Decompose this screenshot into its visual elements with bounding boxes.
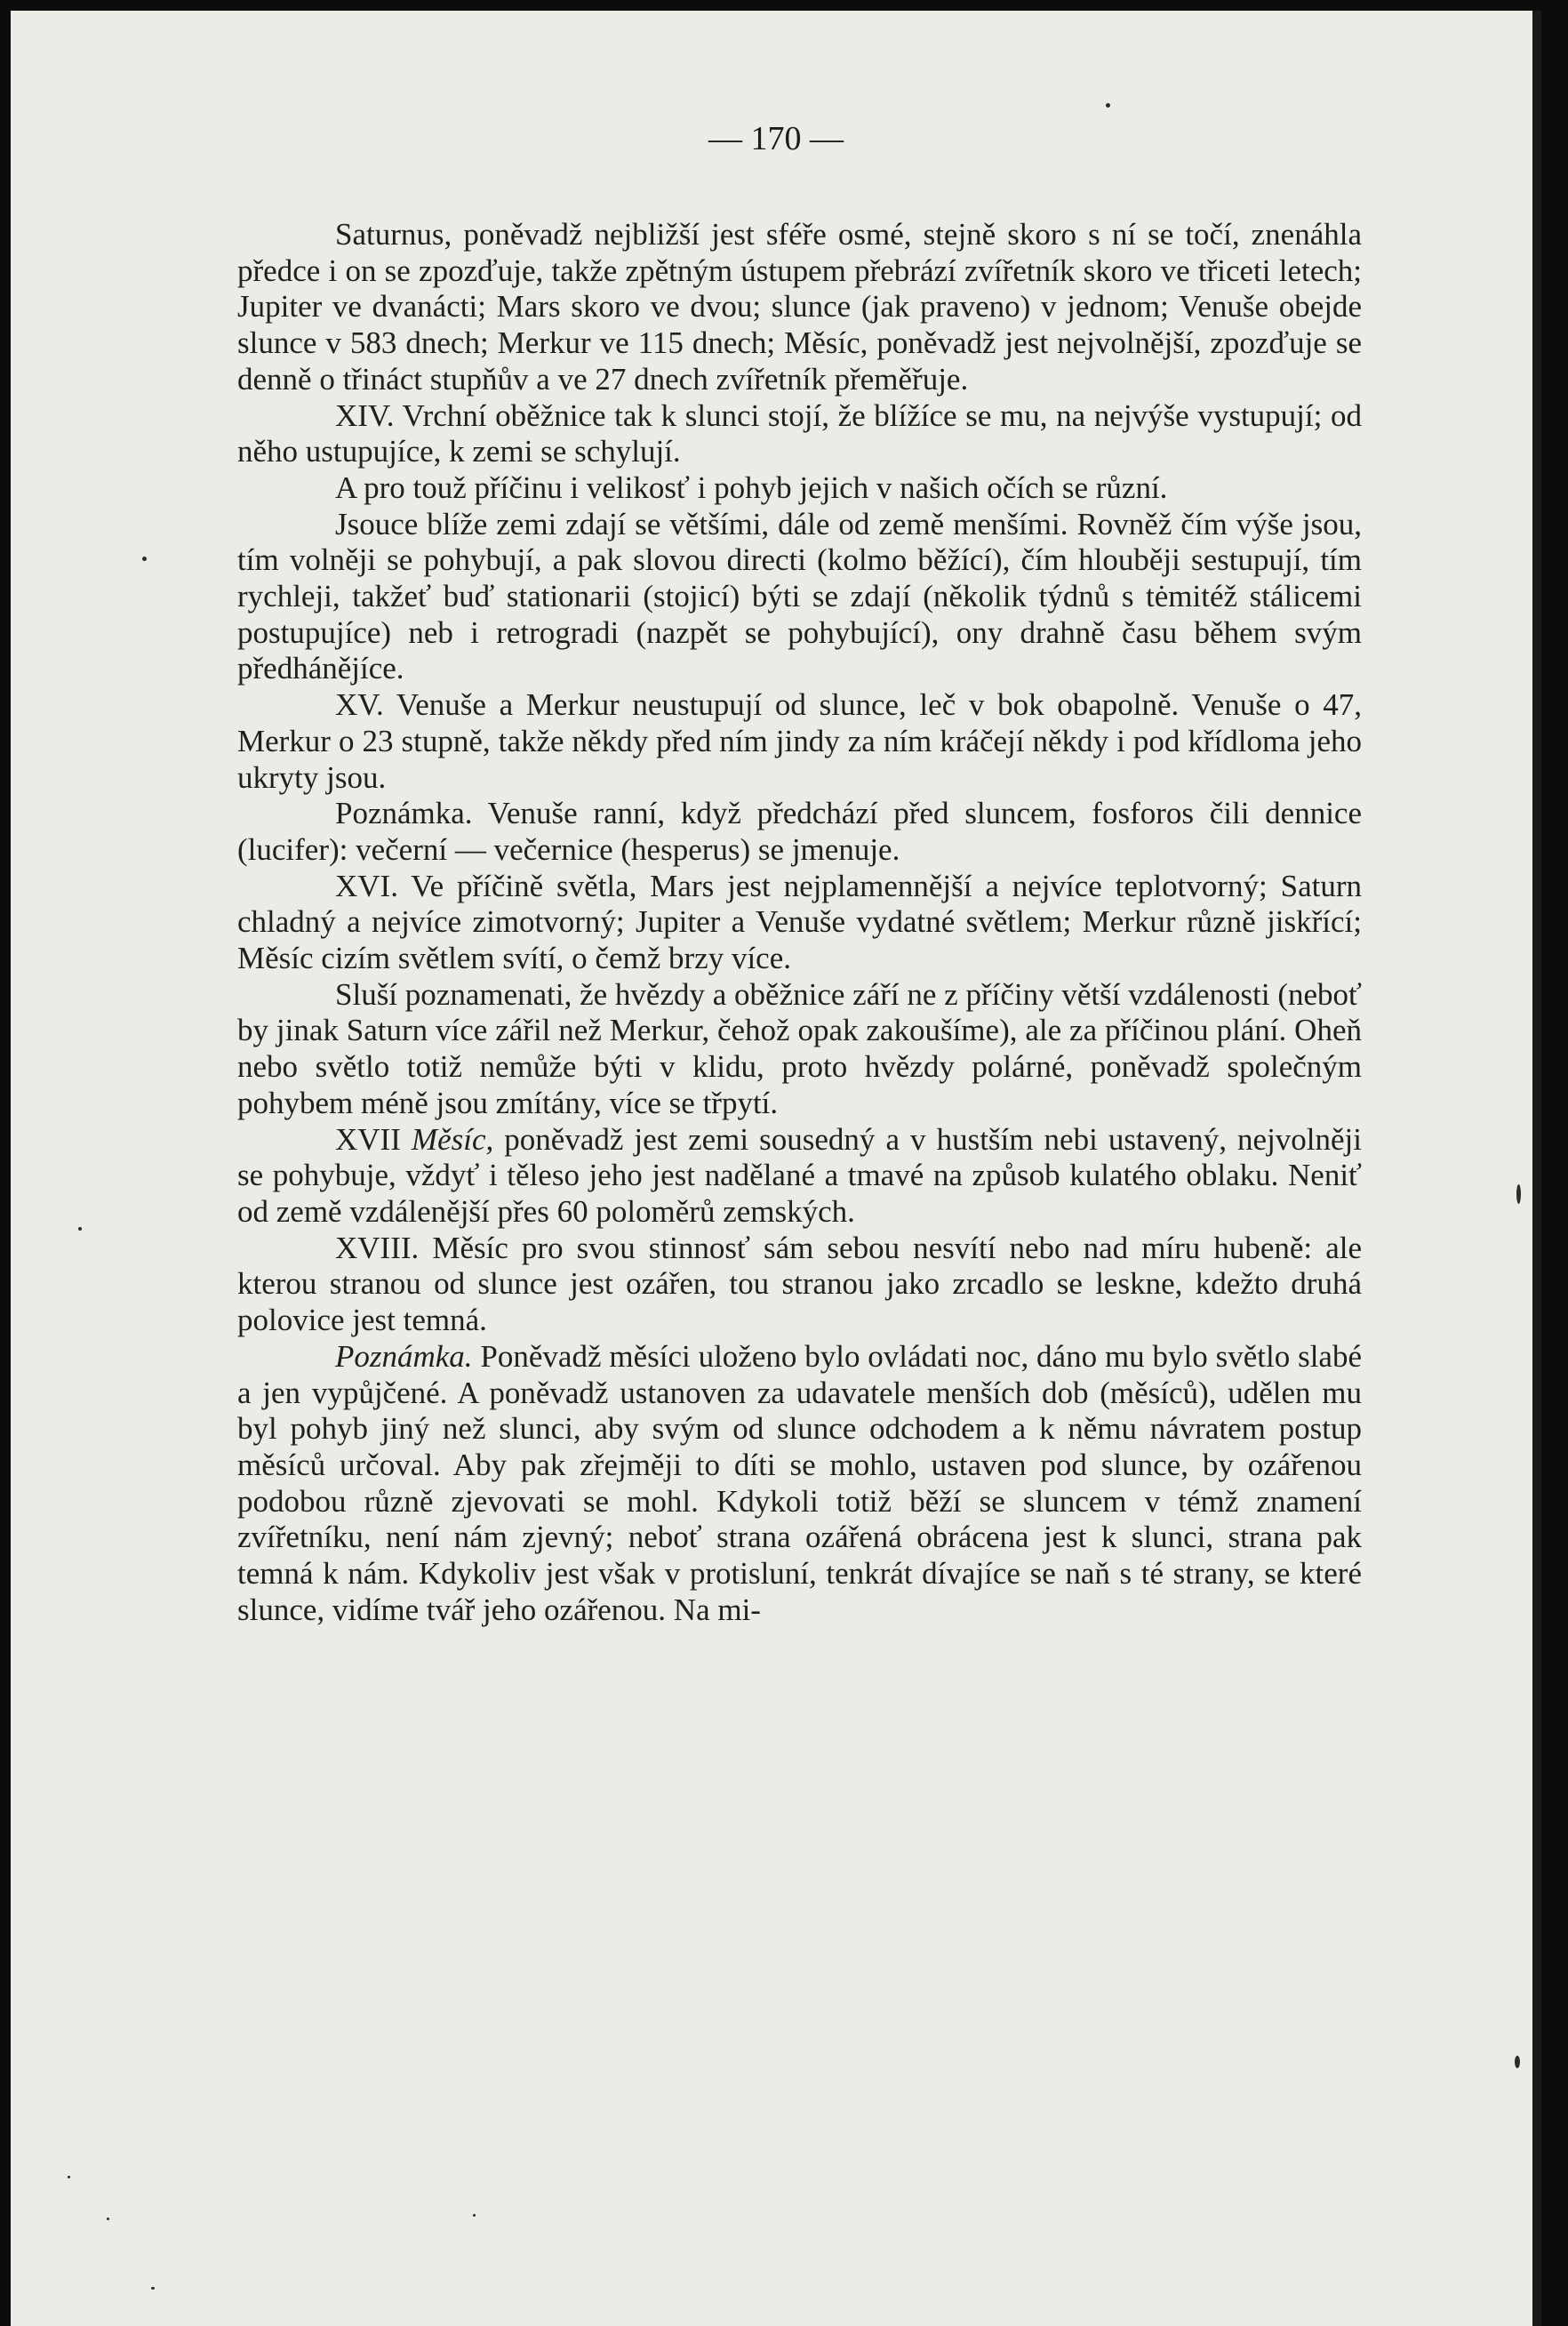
paragraph-text: Poněvadž měsíci uloženo bylo ovládati noc, dáno mu bylo světlo slabé a jen vypůjčené. A poněvadž ustanoven za udavatele menších dob (měsíců), udělen mu byl pohyb jiný než slunci, aby svým od slunce odchodem a k němu návratem postup měsíců určoval. Aby pak zřejměji to díti se mohlo, ustaven pod slunce, by ozářenou podobou různě zjevovati se mohl. Kdykoli totiž běží se sluncem v témž znamení zvířetníku, není nám zjevný; neboť strana ozářená obrácena jest k slunci, strana pak temná k nám. Kdykoliv jest však v protisluní, tenkrát dívajíce se naň s té strany, se které slunce, vidíme tvář jeho ozářenou. Na mi- xyxy=(237,1338,1362,1627)
paragraph: XIV. Vrchní oběžnice tak k slunci stojí, že blížíce se mu, na nejvýše vystupují; od něho ustupujíce, k zemi se schylují. xyxy=(237,397,1362,469)
paragraph: Poznámka. Venuše ranní, když předchází před sluncem, fosforos čili dennice (lucifer): večerní — večernice (hesperus) se jmenuje. xyxy=(237,796,1362,867)
scan-speck xyxy=(151,2287,155,2290)
paragraph-text: poněvadž jest zemi sousedný a v hustším nebi ustavený, nejvolněji se pohybuje, vždyť i těleso jeho jest nadělané a tmavé na způsob kulatého oblaku. Neniť od země vzdálenější přes 60 poloměrů zemských. xyxy=(237,1121,1362,1229)
page-number: — 170 — xyxy=(708,120,844,157)
scan-speck xyxy=(1516,1184,1521,1204)
paragraph: Sluší poznamenati, že hvězdy a oběžnice září ne z příčiny větší vzdálenosti (neboť by jinak Saturn více zářil než Merkur, čehož opak zakoušíme), ale za příčinou plání. Oheň nebo světlo totiž nemůže býti v klidu, proto hvězdy polárné, poněvadž společným pohybem méně jsou zmítány, více se třpytí. xyxy=(237,976,1362,1120)
scan-dark-edge xyxy=(1532,11,1541,2326)
paragraph: XVI. Ve příčině světla, Mars jest nejplamennější a nejvíce teplotvorný; Saturn chladný a nejvíce zimotvorný; Jupiter a Venuše vydatné světlem; Merkur různě jiskřící; Měsíc cizím světlem svítí, o čemž brzy více. xyxy=(237,868,1362,976)
paragraph: XV. Venuše a Merkur neustupují od slunce, leč v bok obapolně. Venuše o 47, Merkur o 23 stupně, takže někdy před ním jindy za ním kráčejí někdy i pod křídloma jeho ukryty jsou. xyxy=(237,687,1362,795)
paragraph: A pro touž příčinu i velikosť i pohyb jejich v našich očích se různí. xyxy=(335,469,1168,505)
italic-term: Měsíc, xyxy=(411,1121,494,1157)
paragraph xyxy=(237,1122,1362,1231)
body-text xyxy=(237,217,1362,1628)
scan-speck xyxy=(68,2176,70,2178)
scanned-page xyxy=(11,11,1541,2326)
paragraph: Jsouce blíže zemi zdají se většími, dále od země menšími. Rovněž čím výše jsou, tím volněji se pohybují, a pak slovou directi (kolmo běžící), čím hlouběji sestupují, tím rychleji, takžeť buď stationarii (stojicí) býti se zdají (několik týdnů s tėmitéž stálicemi postupujíce) neb i retrogradi (nazpět se pohybující), ony drahně času během svým předhánějíce. xyxy=(237,506,1362,686)
scan-speck xyxy=(473,2214,476,2217)
italic-term: Poznámka. xyxy=(335,1338,473,1374)
scan-speck xyxy=(1106,103,1110,108)
scan-speck xyxy=(107,2218,109,2220)
scan-speck xyxy=(78,1227,82,1231)
scan-speck xyxy=(142,557,147,561)
paragraph: XVIII. Měsíc pro svou stinnosť sám sebou nesvítí nebo nad míru hubeně: ale kterou stranou od slunce jest ozářen, tou stranou jako zrcadlo se leskne, kdežto druhá polovice jest temná. xyxy=(237,1230,1362,1338)
paragraph xyxy=(237,1339,1362,1629)
section-numeral: XVII xyxy=(335,1121,401,1157)
paragraph: Saturnus, poněvadž nejbližší jest sféře osmé, stejně skoro s ní se točí, znenáhla předce i on se zpozďuje, takže zpětným ústupem přebrází zvířetník skoro ve třiceti letech; Jupiter ve dvanácti; Mars skoro ve dvou; slunce (jak praveno) v jednom; Venuše obejde slunce v 583 dnech; Merkur ve 115 dnech; Měsíc, poněvadž jest nejvolnější, zpozďuje se denně o třináct stupňův a ve 27 dnech zvířetník přeměřuje. xyxy=(237,217,1362,397)
scan-speck xyxy=(1515,2056,1520,2068)
